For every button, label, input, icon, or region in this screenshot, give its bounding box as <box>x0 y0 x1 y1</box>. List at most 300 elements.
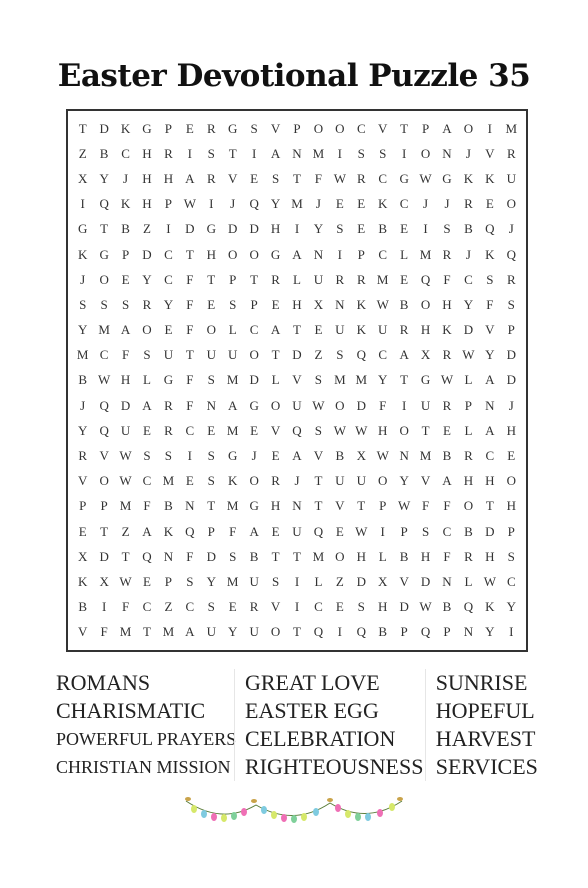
grid-letter: T <box>293 170 301 186</box>
grid-letter: X <box>78 170 88 186</box>
grid-letter: T <box>228 145 237 161</box>
grid-letter: S <box>79 296 87 312</box>
grid-letter: H <box>463 473 474 489</box>
grid-letter: S <box>271 170 280 186</box>
grid-letter: E <box>228 599 237 615</box>
grid-letter: N <box>442 574 452 590</box>
grid-letter: W <box>183 196 196 212</box>
grid-letter: X <box>313 296 324 312</box>
grid-letter: T <box>143 624 151 640</box>
grid-letter: B <box>464 221 473 237</box>
grid-letter: R <box>271 271 280 287</box>
grid-letter: T <box>207 271 216 287</box>
grid-letter: I <box>423 221 428 237</box>
grid-letter: O <box>420 296 431 312</box>
grid-letter: Q <box>249 196 259 212</box>
grid-letter: E <box>485 196 494 212</box>
grid-letter: O <box>249 246 259 262</box>
grid-letter: S <box>164 448 173 464</box>
grid-letter: Y <box>206 574 216 590</box>
grid-letter: K <box>378 196 388 212</box>
grid-letter: H <box>206 246 216 262</box>
grid-letter: W <box>440 372 454 388</box>
grid-letter: R <box>356 271 366 287</box>
grid-letter: R <box>442 246 452 262</box>
grid-letter: A <box>270 145 281 161</box>
grid-letter: H <box>142 196 152 212</box>
grid-letter: G <box>206 221 216 237</box>
grid-letter: I <box>294 599 300 615</box>
grid-letter: L <box>314 574 323 590</box>
grid-letter: L <box>464 574 473 590</box>
grid-letter: K <box>163 523 174 539</box>
grid-letter: G <box>99 246 109 262</box>
grid-letter: M <box>119 624 132 640</box>
grid-letter: U <box>506 170 516 186</box>
grid-letter: B <box>442 599 452 615</box>
grid-letter: I <box>380 523 385 539</box>
grid-letter: L <box>378 548 387 564</box>
grid-letter: A <box>442 120 452 136</box>
grid-letter: A <box>142 397 152 413</box>
grid-letter: M <box>419 246 432 262</box>
grid-letter: R <box>442 347 452 363</box>
grid-letter: S <box>229 548 237 564</box>
grid-letter: R <box>249 599 259 615</box>
grid-letter: E <box>207 296 216 312</box>
grid-letter: V <box>270 599 281 615</box>
grid-letter: R <box>442 397 452 413</box>
grid-letter: P <box>164 574 173 590</box>
letter-grid <box>72 116 522 645</box>
grid-letter: C <box>164 246 173 262</box>
grid-letter: X <box>78 548 88 564</box>
grid-letter: Q <box>99 397 109 413</box>
grid-letter: R <box>464 548 473 564</box>
grid-letter: N <box>313 246 324 262</box>
grid-letter: H <box>485 548 495 564</box>
grid-letter: O <box>270 397 281 413</box>
grid-letter: Z <box>164 599 173 615</box>
grid-letter: Y <box>378 372 388 388</box>
grid-letter: I <box>187 448 193 464</box>
grid-letter: M <box>226 574 239 590</box>
grid-letter: Y <box>313 221 324 237</box>
grid-letter: A <box>142 523 152 539</box>
grid-letter: I <box>401 397 407 413</box>
grid-letter: Q <box>420 624 431 640</box>
word-item: CELEBRATION <box>245 726 396 751</box>
grid-letter: J <box>80 271 86 287</box>
grid-letter: L <box>464 372 473 388</box>
grid-letter: Y <box>163 296 174 312</box>
grid-letter: S <box>507 296 515 312</box>
grid-letter: P <box>443 624 451 640</box>
grid-letter: U <box>378 322 388 338</box>
grid-letter: A <box>442 473 452 489</box>
grid-letter: E <box>207 422 216 438</box>
grid-letter: E <box>271 296 280 312</box>
grid-letter: H <box>420 322 431 338</box>
grid-letter: M <box>98 322 110 338</box>
grid-letter: W <box>419 170 432 186</box>
grid-letter: T <box>400 372 409 388</box>
grid-letter: Q <box>292 422 302 438</box>
grid-letter: B <box>442 448 452 464</box>
grid-letter: P <box>293 120 301 136</box>
grid-letter: C <box>378 170 388 186</box>
grid-letter: K <box>228 473 238 489</box>
grid-letter: E <box>185 473 194 489</box>
grid-letter: M <box>312 145 325 161</box>
grid-letter: R <box>399 322 409 338</box>
grid-letter: Y <box>270 196 281 212</box>
grid-letter: D <box>206 548 216 564</box>
grid-letter: O <box>206 322 216 338</box>
grid-letter: K <box>120 120 131 136</box>
grid-letter: L <box>400 246 409 262</box>
grid-letter: M <box>505 120 518 136</box>
grid-letter: I <box>209 196 214 212</box>
grid-letter: Q <box>185 523 195 539</box>
grid-letter: C <box>121 145 130 161</box>
grid-letter: H <box>485 473 495 489</box>
grid-letter: R <box>506 271 516 287</box>
grid-letter: H <box>120 372 131 388</box>
grid-letter: O <box>142 322 152 338</box>
grid-letter: A <box>270 322 281 338</box>
grid-letter: P <box>464 397 473 413</box>
grid-letter: Q <box>313 624 324 640</box>
grid-letter: W <box>462 347 475 363</box>
grid-letter: F <box>421 498 430 514</box>
grid-letter: D <box>506 372 516 388</box>
grid-letter: H <box>356 548 366 564</box>
grid-letter: C <box>485 448 495 464</box>
grid-letter: Z <box>78 145 87 161</box>
grid-letter: C <box>185 599 195 615</box>
grid-letter: U <box>420 397 431 413</box>
grid-letter: J <box>251 448 257 464</box>
grid-letter: E <box>271 523 280 539</box>
grid-letter: K <box>78 574 88 590</box>
grid-letter: F <box>100 624 108 640</box>
grid-letter: R <box>164 145 173 161</box>
grid-letter: O <box>399 422 409 438</box>
grid-letter: M <box>119 498 132 514</box>
grid-letter: D <box>99 120 109 136</box>
grid-letter: B <box>378 221 388 237</box>
grid-letter: S <box>486 271 494 287</box>
grid-letter: D <box>356 397 366 413</box>
grid-letter: Z <box>121 523 130 539</box>
grid-letter: N <box>463 624 474 640</box>
grid-letter: T <box>100 221 109 237</box>
grid-letter: I <box>509 624 514 640</box>
grid-letter: V <box>78 624 88 640</box>
grid-letter: P <box>421 120 430 136</box>
grid-letter: C <box>356 120 366 136</box>
grid-letter: U <box>206 624 216 640</box>
grid-letter: M <box>355 372 368 388</box>
grid-letter: V <box>313 448 324 464</box>
grid-letter: O <box>506 196 516 212</box>
grid-letter: L <box>143 372 151 388</box>
grid-letter: P <box>79 498 87 514</box>
grid-letter: S <box>314 372 323 388</box>
word-item: CHARISMATIC <box>56 698 206 723</box>
grid-letter: W <box>119 448 132 464</box>
grid-letter: B <box>121 221 130 237</box>
word-item: ROMANS <box>56 670 151 695</box>
grid-letter: S <box>314 422 323 438</box>
grid-letter: G <box>270 246 281 262</box>
grid-letter: D <box>399 599 409 615</box>
word-item: CHRISTIAN MISSION <box>56 757 231 777</box>
grid-letter: E <box>335 196 344 212</box>
grid-letter: W <box>376 448 389 464</box>
grid-letter: T <box>293 322 301 338</box>
grid-letter: U <box>249 624 259 640</box>
grid-letter: A <box>249 523 259 539</box>
grid-letter: C <box>142 473 152 489</box>
grid-letter: E <box>335 523 344 539</box>
grid-letter: C <box>314 599 323 615</box>
grid-letter: V <box>335 498 345 514</box>
grid-letter: T <box>400 120 409 136</box>
grid-letter: H <box>506 498 516 514</box>
grid-letter: K <box>120 196 131 212</box>
grid-letter: W <box>419 599 432 615</box>
grid-letter: O <box>335 548 345 564</box>
grid-letter: C <box>399 196 409 212</box>
grid-letter: F <box>379 397 387 413</box>
grid-letter: S <box>143 448 151 464</box>
grid-letter: F <box>186 372 194 388</box>
grid-letter: H <box>163 170 174 186</box>
grid-letter: E <box>400 271 409 287</box>
grid-letter: V <box>99 448 109 464</box>
grid-letter: T <box>421 422 430 438</box>
grid-letter: N <box>335 296 345 312</box>
word-item: HOPEFUL <box>435 698 535 723</box>
grid-letter: C <box>442 523 452 539</box>
grid-letter: O <box>270 624 281 640</box>
grid-letter: F <box>143 498 151 514</box>
grid-letter: E <box>314 322 323 338</box>
grid-letter: K <box>356 296 366 312</box>
grid-letter: O <box>99 473 109 489</box>
grid-letter: Y <box>399 473 409 489</box>
grid-letter: P <box>507 322 515 338</box>
grid-letter: I <box>80 196 85 212</box>
grid-letter: Y <box>485 347 495 363</box>
grid-letter: I <box>487 120 493 136</box>
grid-letter: I <box>337 246 343 262</box>
grid-letter: Y <box>506 599 516 615</box>
grid-letter: M <box>226 422 239 438</box>
grid-letter: D <box>420 574 431 590</box>
word-list-column-3 <box>425 669 542 781</box>
grid-letter: F <box>314 170 323 186</box>
grid-letter: M <box>334 372 346 388</box>
grid-letter: V <box>420 473 431 489</box>
grid-letter: G <box>163 372 174 388</box>
grid-letter: R <box>464 448 473 464</box>
grid-letter: W <box>119 473 132 489</box>
grid-letter: Q <box>99 422 109 438</box>
grid-letter: Y <box>142 271 152 287</box>
grid-letter: N <box>399 448 409 464</box>
grid-letter: X <box>420 347 431 363</box>
grid-letter: A <box>485 372 495 388</box>
grid-letter: H <box>270 221 281 237</box>
grid-letter: E <box>121 271 130 287</box>
grid-letter: A <box>292 246 302 262</box>
grid-letter: F <box>186 296 194 312</box>
grid-letter: A <box>185 170 195 186</box>
grid-letter: F <box>186 397 194 413</box>
grid-letter: W <box>97 372 111 388</box>
grid-letter: K <box>485 599 495 615</box>
grid-letter: T <box>485 498 494 514</box>
grid-letter: U <box>163 347 174 363</box>
grid-letter: P <box>400 523 408 539</box>
grid-letter: S <box>207 448 215 464</box>
grid-letter: B <box>164 498 173 514</box>
grid-letter: H <box>142 170 152 186</box>
grid-letter: S <box>507 548 515 564</box>
grid-letter: G <box>228 120 238 136</box>
grid-letter: E <box>357 196 366 212</box>
grid-letter: A <box>185 624 195 640</box>
grid-letter: T <box>121 548 130 564</box>
grid-letter: W <box>376 296 389 312</box>
grid-letter: F <box>121 347 130 363</box>
grid-letter: T <box>185 246 194 262</box>
grid-letter: U <box>249 574 259 590</box>
grid-letter: N <box>206 397 216 413</box>
grid-letter: H <box>378 599 388 615</box>
grid-letter: T <box>357 498 366 514</box>
word-item: SERVICES <box>435 754 538 779</box>
grid-letter: N <box>163 548 174 564</box>
grid-letter: U <box>335 473 345 489</box>
grid-letter: P <box>100 498 108 514</box>
grid-letter: Q <box>356 347 366 363</box>
grid-letter: T <box>100 523 109 539</box>
grid-letter: H <box>506 422 516 438</box>
grid-letter: T <box>271 548 280 564</box>
grid-letter: F <box>121 599 130 615</box>
grid-letter: Y <box>485 624 495 640</box>
grid-letter: E <box>507 448 516 464</box>
grid-letter: V <box>78 473 88 489</box>
grid-letter: H <box>378 422 388 438</box>
grid-letter: S <box>379 145 387 161</box>
grid-letter: U <box>120 422 131 438</box>
grid-letter: G <box>442 170 452 186</box>
grid-letter: D <box>463 322 474 338</box>
grid-letter: J <box>465 246 471 262</box>
grid-letter: F <box>186 322 194 338</box>
grid-letter: K <box>485 170 495 186</box>
grid-letter: E <box>250 422 259 438</box>
word-item: POWERFUL PRAYERS <box>56 729 237 749</box>
grid-letter: G <box>399 170 409 186</box>
grid-letter: M <box>226 498 239 514</box>
grid-letter: S <box>271 574 280 590</box>
grid-letter: O <box>378 473 388 489</box>
grid-letter: R <box>464 196 473 212</box>
grid-letter: F <box>229 523 237 539</box>
word-item: GREAT LOVE <box>245 670 380 695</box>
grid-letter: I <box>401 145 407 161</box>
grid-letter: T <box>293 624 301 640</box>
grid-letter: J <box>80 397 86 413</box>
grid-letter: T <box>293 548 301 564</box>
grid-letter: V <box>228 170 238 186</box>
grid-letter: E <box>335 599 344 615</box>
grid-letter: X <box>356 448 366 464</box>
grid-letter: V <box>399 574 409 590</box>
grid-letter: R <box>335 271 345 287</box>
grid-letter: S <box>207 145 215 161</box>
grid-letter: L <box>271 372 280 388</box>
grid-letter: P <box>357 246 365 262</box>
grid-letter: D <box>249 372 259 388</box>
grid-letter: M <box>226 372 239 388</box>
grid-letter: E <box>443 422 451 438</box>
grid-letter: U <box>206 347 216 363</box>
grid-letter: D <box>292 347 302 363</box>
easter-egg-garland-icon <box>184 795 404 835</box>
grid-letter: O <box>420 145 431 161</box>
grid-letter: S <box>421 523 430 539</box>
grid-letter: B <box>335 448 345 464</box>
grid-letter: U <box>292 397 302 413</box>
grid-letter: N <box>442 145 452 161</box>
grid-letter: W <box>483 574 496 590</box>
grid-letter: H <box>270 498 281 514</box>
grid-letter: D <box>228 221 238 237</box>
grid-letter: T <box>207 498 216 514</box>
grid-letter: D <box>485 523 495 539</box>
grid-letter: W <box>119 574 132 590</box>
grid-letter: I <box>187 145 193 161</box>
grid-letter: S <box>443 221 451 237</box>
grid-letter: Y <box>99 170 109 186</box>
grid-letter: O <box>249 347 259 363</box>
grid-letter: B <box>378 624 388 640</box>
grid-letter: Y <box>463 296 474 312</box>
grid-letter: E <box>250 170 259 186</box>
grid-letter: N <box>292 498 302 514</box>
grid-letter: P <box>379 498 387 514</box>
grid-letter: F <box>443 271 451 287</box>
grid-letter: C <box>506 574 516 590</box>
puzzle-title: Easter Devotional Puzzle 35 <box>57 58 531 94</box>
grid-letter: J <box>123 170 129 186</box>
grid-letter: Q <box>506 246 516 262</box>
grid-letter: U <box>292 523 302 539</box>
grid-letter: I <box>166 221 171 237</box>
grid-letter: U <box>228 347 238 363</box>
grid-letter: S <box>100 296 108 312</box>
grid-letter: P <box>400 624 408 640</box>
grid-letter: O <box>463 120 474 136</box>
grid-letter: D <box>142 246 152 262</box>
